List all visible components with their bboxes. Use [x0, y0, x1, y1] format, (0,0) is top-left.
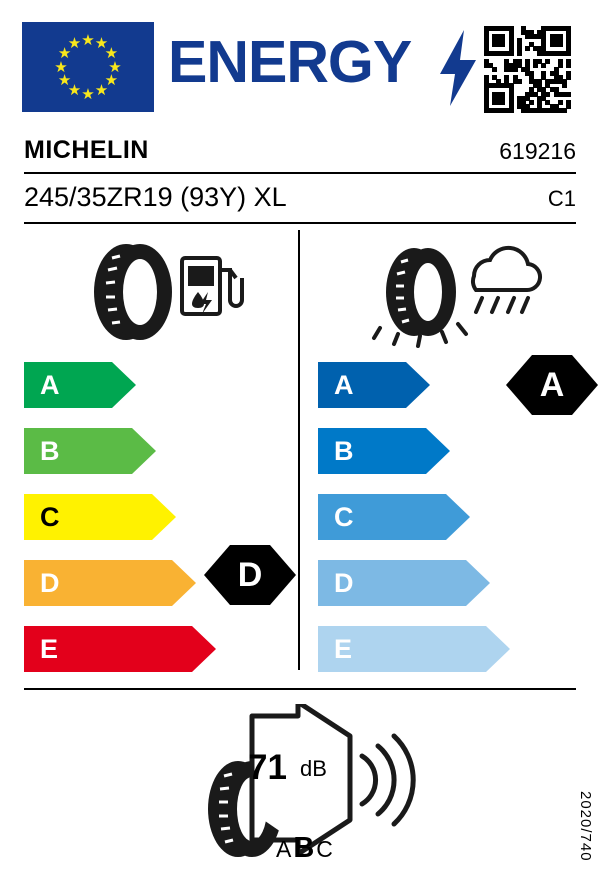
grade-letter: B [40, 435, 60, 466]
fuel-grade-bar [24, 362, 136, 408]
grade-letter: A [334, 369, 354, 400]
grade-letter: C [40, 501, 60, 532]
regulation-code: 2020/740 [577, 791, 594, 862]
brand-name: MICHELIN [24, 136, 149, 164]
eu-star: ★ [67, 81, 82, 99]
wet-grade-bar [318, 560, 490, 606]
eu-star: ★ [57, 45, 72, 62]
eu-star: ★ [94, 81, 109, 99]
tyre-class: C1 [547, 186, 576, 211]
eu-star: ★ [67, 35, 82, 53]
page-title: ENERGY [168, 29, 412, 95]
wet-selected-grade: A [539, 365, 565, 404]
fuel-grade-bar [24, 494, 176, 540]
grade-letter: D [40, 567, 60, 598]
noise-class-a: A [276, 836, 294, 862]
eu-star: ★ [104, 72, 119, 89]
grade-letter: E [334, 633, 353, 664]
wet-grade-bar [318, 494, 470, 540]
eu-star: ★ [81, 85, 95, 103]
eu-star: ★ [81, 31, 95, 49]
divider [24, 222, 576, 224]
qr-code-icon [484, 26, 570, 112]
fuel-selected-marker [204, 545, 296, 605]
grade-letter: A [40, 369, 60, 400]
column-divider [298, 230, 300, 670]
grade-letter: E [40, 633, 59, 664]
wet-selected-marker [506, 355, 598, 415]
divider [24, 688, 576, 690]
noise-class-row [276, 832, 335, 865]
fuel-pump-tyre-icon [78, 240, 248, 345]
lightning-bolt-icon [438, 30, 478, 106]
fuel-selected-grade: D [237, 555, 263, 594]
noise-class-c: C [316, 836, 335, 862]
divider [24, 172, 576, 174]
tyre-size: 245/35ZR19 (93Y) XL [24, 182, 287, 212]
grade-letter: B [334, 435, 354, 466]
wet-grade-bar [318, 362, 430, 408]
grade-letter: D [334, 567, 354, 598]
noise-unit: dB [300, 756, 327, 781]
eu-flag-icon [22, 22, 154, 112]
eu-star: ★ [54, 58, 68, 76]
fuel-grade-bar [24, 428, 156, 474]
rain-tyre-icon [370, 236, 550, 348]
wet-grade-bar [318, 626, 510, 672]
noise-class-b-selected: B [293, 832, 317, 864]
serial-number: 619216 [499, 138, 576, 164]
noise-value: 71 [248, 748, 287, 787]
eu-star: ★ [104, 45, 119, 62]
eu-star: ★ [94, 35, 109, 53]
fuel-grade-bar [24, 560, 196, 606]
fuel-grade-bar [24, 626, 216, 672]
eu-star: ★ [57, 72, 72, 89]
wet-grade-bar [318, 428, 450, 474]
grade-letter: C [334, 501, 354, 532]
eu-star: ★ [108, 58, 122, 76]
